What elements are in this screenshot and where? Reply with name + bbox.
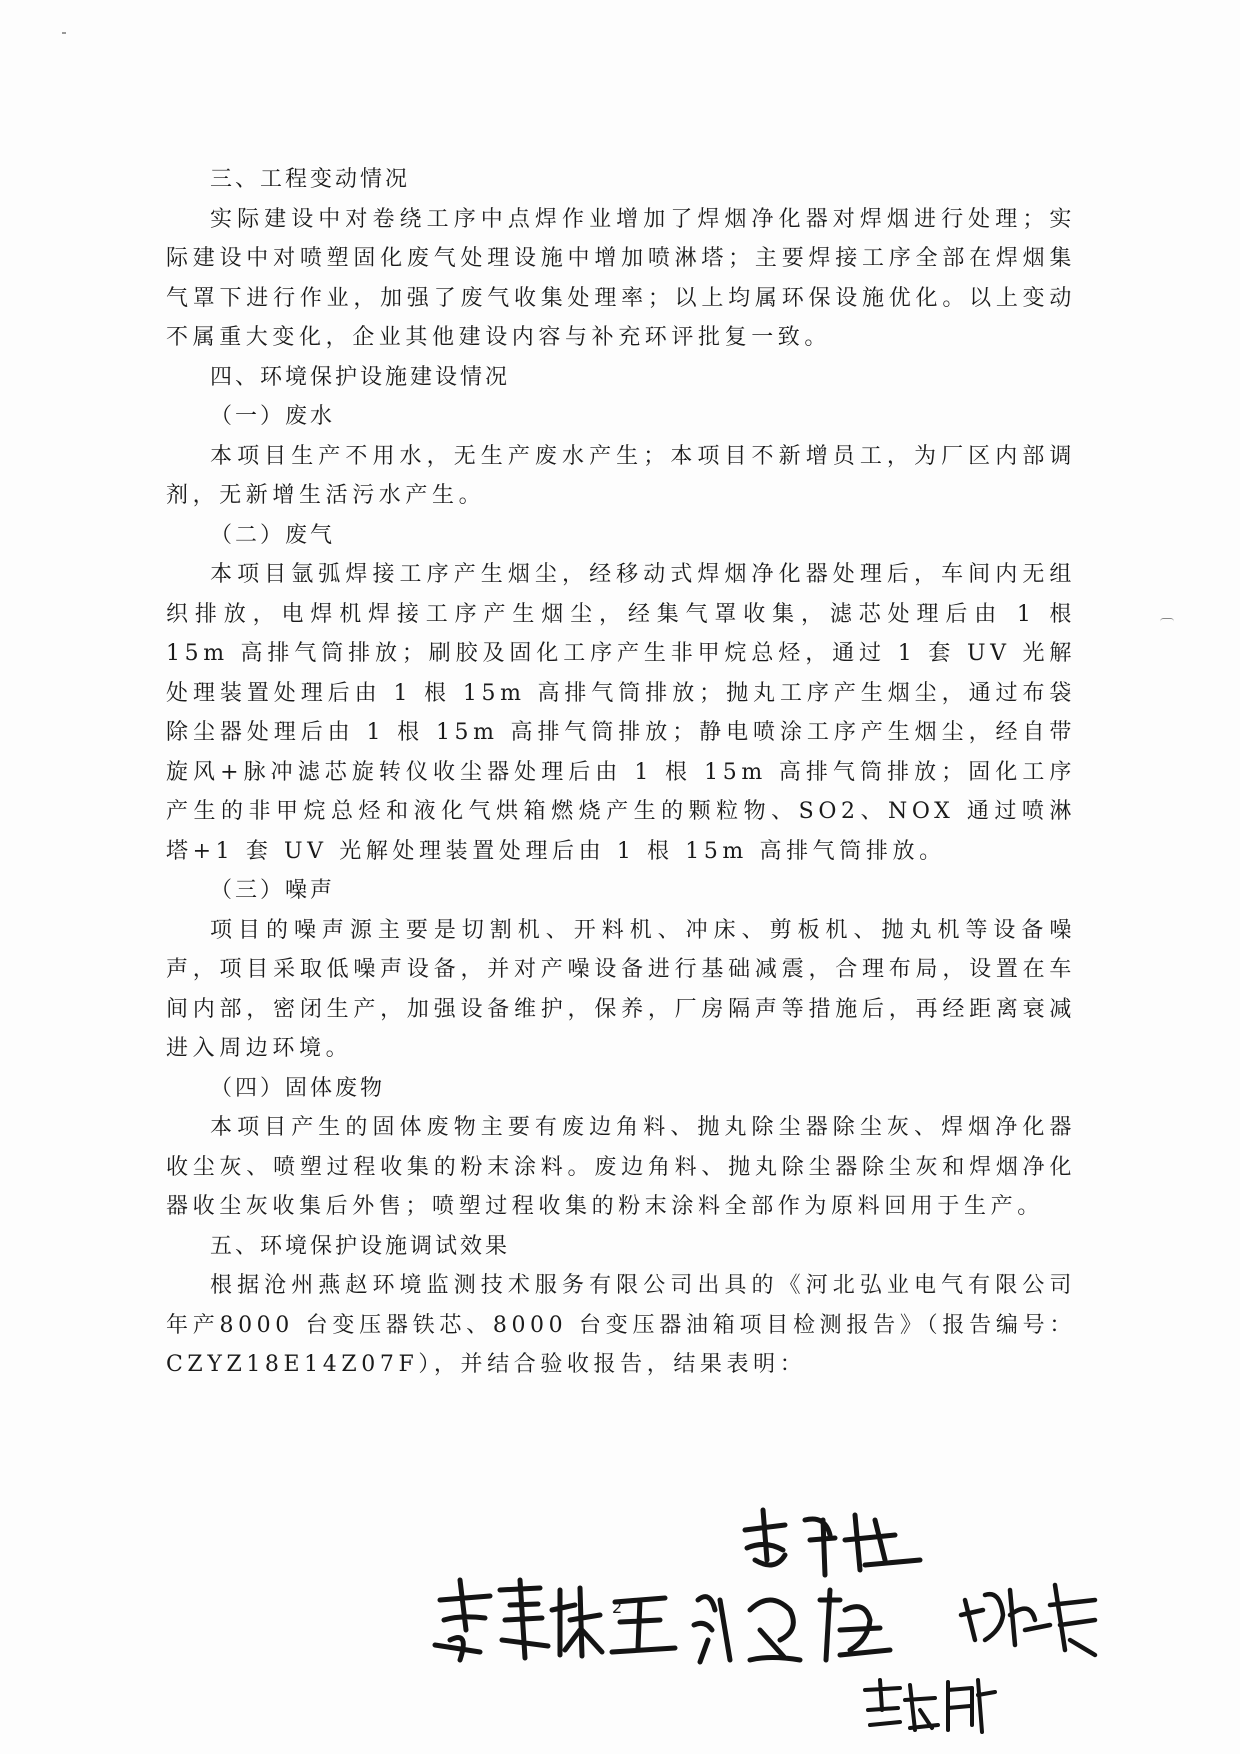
document-body [166, 160, 1076, 1385]
section-4-2-title: （二）废气 [210, 522, 336, 548]
section-4-1-title: （一）废水 [210, 404, 336, 429]
section-3-title: 三、工程变动情况 [210, 167, 411, 192]
scan-speck [62, 32, 66, 34]
signature-5 [860, 1670, 1000, 1740]
section-5-paragraph: 根据沧州燕赵环境监测技术服务有限公司出具的《河北弘业电气有限公司年产8000 台变压器铁芯、8000 台变压器油箱项目检测报告》（报告编号：CZYZ18E14Z07F），并结合验收报告，结果表明： [166, 1273, 1076, 1377]
signature-4 [955, 1570, 1105, 1660]
signature-1 [430, 1560, 700, 1670]
section-5-title: 五、环境保护设施调试效果 [210, 1233, 511, 1259]
signature-2 [690, 1570, 940, 1670]
page-number: 2 [612, 1598, 623, 1617]
section-4-3-title: （三）噪声 [210, 878, 336, 903]
signature-3 [735, 1500, 935, 1580]
section-4-2-paragraph: 本项目氩弧焊接工序产生烟尘，经移动式焊烟净化器处理后，车间内无组织排放，电焊机焊接工序产生烟尘，经集气罩收集，滤芯处理后由 1 根 15m 高排气筒排放；刷胶及固化工序产生非甲烷总烃，通过 1 套 UV 光解处理装置处理后由 1 根 15m 高排气筒排放；抛丸工序产生烟尘，通过布袋除尘器处理后由 1 根 15m 高排气筒排放；静电喷涂工序产生烟尘，经自带旋风+脉冲滤芯旋转仪收尘器处理后由 1 根 15m 高排气筒排放；固化工序产生的非甲烷总烃和液化气烘箱燃烧产生的颗粒物、SO2、NOX 通过喷淋塔+1 套 UV 光解处理装置处理后由 1 根 15m 高排气筒排放。 [166, 562, 1076, 864]
section-4-title: 四、环境保护设施建设情况 [210, 364, 511, 390]
section-4-1-paragraph: 本项目生产不用水，无生产废水产生；本项目不新增员工，为厂区内部调剂，无新增生活污水产生。 [166, 443, 1076, 508]
section-4-4-title: （四）固体废物 [210, 1075, 386, 1101]
section-4-4-paragraph: 本项目产生的固体废物主要有废边角料、抛丸除尘器除尘灰、焊烟净化器收尘灰、喷塑过程收集的粉末涂料。废边角料、抛丸除尘器除尘灰和焊烟净化器收尘灰收集后外售；喷塑过程收集的粉末涂料全部作为原料回用于生产。 [166, 1115, 1076, 1219]
section-3-paragraph: 实际建设中对卷绕工序中点焊作业增加了焊烟净化器对焊烟进行处理；实际建设中对喷塑固化废气处理设施中增加喷淋塔；主要焊接工序全部在焊烟集气罩下进行作业，加强了废气收集处理率；以上均属环保设施优化。以上变动不属重大变化，企业其他建设内容与补充环评批复一致。 [166, 206, 1076, 350]
scan-speck [1160, 618, 1174, 625]
section-4-3-paragraph: 项目的噪声源主要是切割机、开料机、冲床、剪板机、抛丸机等设备噪声，项目采取低噪声设备，并对产噪设备进行基础减震，合理布局，设置在车间内部，密闭生产，加强设备维护，保养，厂房隔声等措施后，再经距离衰减进入周边环境。 [166, 917, 1076, 1061]
